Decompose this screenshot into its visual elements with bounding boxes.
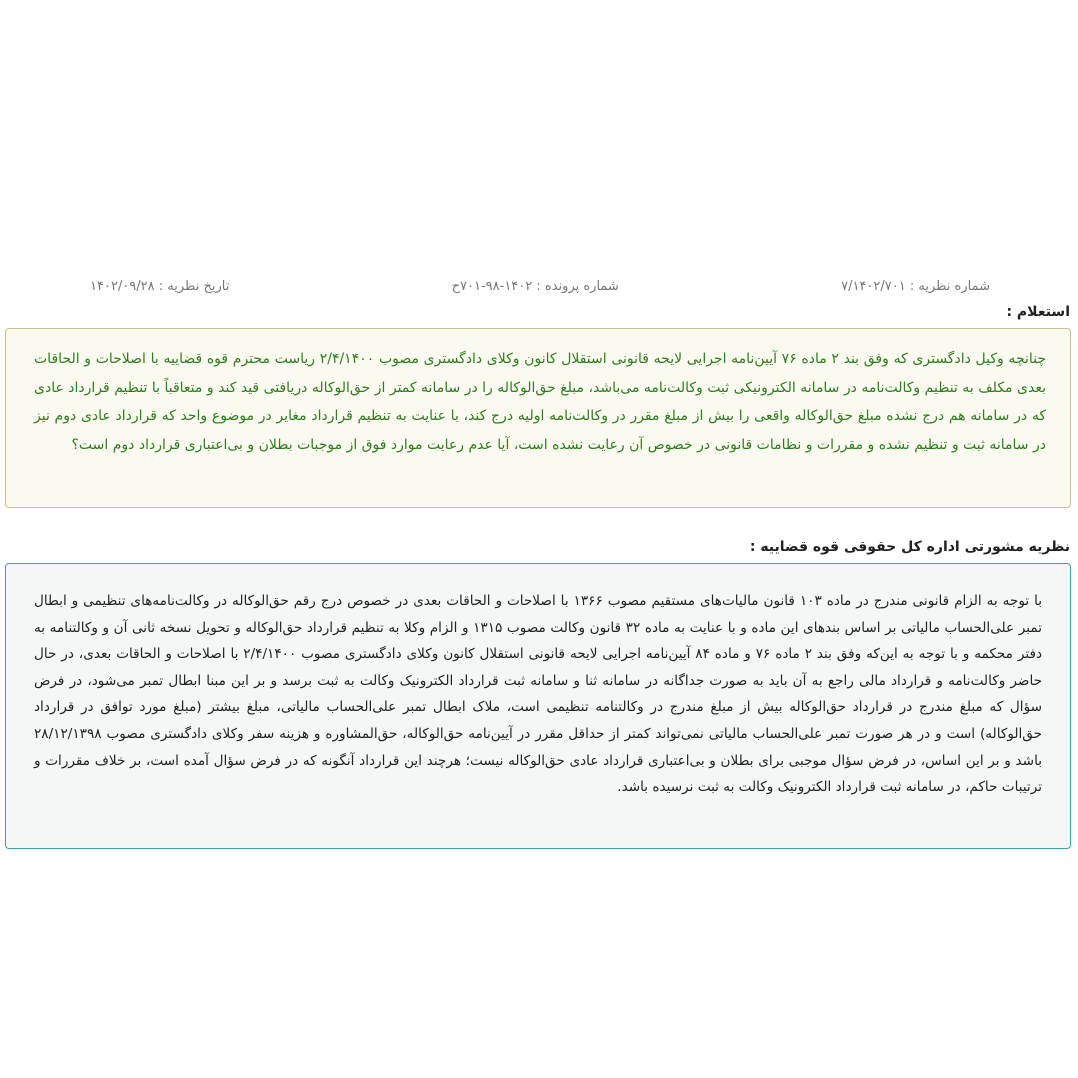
inquiry-heading: استعلام : — [1006, 304, 1070, 320]
opinion-number: شماره نظریه : ۷/۱۴۰۲/۷۰۱ — [841, 278, 990, 294]
inquiry-text: چنانچه وکیل دادگستری که وفق بند ۲ ماده ۷۶ آیین‌نامه اجرایی لایحه قانونی استقلال کانون وکلای دادگستری مصوب ۲/۴/۱۴۰۰ ریاست محترم قوه قضاییه با اصلاحات و الحاقات بعدی مکلف به تنظیم وکالت‌نامه در سامانه الکترونیکی ثبت وکالت‌نامه می‌باشد، مبلغ حق‌الوکاله را در سامانه کمتر از حق‌الوکاله دریافتی قید کند و متعاقباً با تنظیم قرارداد عادی که در سامانه هم درج نشده مبلغ حق‌الوکاله واقعی را بیش از مبلغ مقرر در وکالت‌نامه اولیه درج کند، با عنایت به تنظیم قرارداد مغایر در موضوع واحد که قرارداد عادی دوم نیز در سامانه ثبت و تنظیم نشده و مقررات و نظامات قانونی در خصوص آن رعایت نشده است، آیا عدم رعایت موارد فوق از موجبات بطلان و بی‌اعتباری قرارداد دوم است؟ — [34, 351, 1047, 453]
metadata-row — [90, 276, 990, 296]
opinion-date: تاریخ نظریه : ۱۴۰۲/۰۹/۲۸ — [90, 278, 230, 294]
opinion-box — [5, 563, 1071, 849]
opinion-text: با توجه به الزام قانونی مندرج در ماده ۱۰۳ قانون مالیات‌های مستقیم مصوب ۱۳۶۶ با اصلاحات و الحاقات بعدی در خصوص درج رقم حق‌الوکاله در وکالت‌نامه‌های تنظیمی و ابطال تمبر علی‌الحساب مالیاتی بر اساس بندهای این ماده و با عنایت به ماده ۳۲ قانون وکالت مصوب ۱۳۱۵ و الزام وکلا به تنظیم قرارداد حق‌الوکاله و تحویل نسخه ثانی آن و وکالتنامه به دفتر محکمه و با توجه به این‌که وفق بند ۲ ماده ۷۶ و ماده ۸۴ آیین‌نامه اجرایی لایحه قانونی استقلال کانون وکلای دادگستری مصوب ۲/۴/۱۴۰۰ با اصلاحات و الحاقات بعدی، در حال حاضر وکالت‌نامه و قرارداد مالی راجع به آن باید به صورت جداگانه در سامانه ثنا و سامانه ثبت قرارداد الکترونیک وکالت به ثبت برسد و بر این مبنا ابطال تمبر می‌شود، در فرض سؤال که مبلغ مندرج در قرارداد حق‌الوکاله بیش از مبلغ مندرج در وکالتنامه تنظیمی است، ملاک ابطال تمبر علی‌الحساب مالیاتی، مبلغ بیشتر (مبلغ مورد توافق در قرارداد حق‌الوکاله) است و در هر صورت تمبر علی‌الحساب مالیاتی نمی‌تواند کمتر از حداقل مقرر در آیین‌نامه حق‌الوکاله، حق‌المشاوره و هزینه سفر وکلای دادگستری مصوب ۲۸/۱۲/۱۳۹۸ باشد و بر این اساس، در فرض سؤال موجبی برای بطلان و بی‌اعتباری قرارداد عادی حق‌الوکاله نیست؛ هرچند این قرارداد آنگونه که در فرض سؤال آمده است، بر خلاف مقررات و ترتیبات حاکم، در سامانه ثبت قرارداد الکترونیک وکالت به ثبت نرسیده باشد. — [34, 593, 1042, 796]
file-number: شماره پرونده : ۱۴۰۲-۹۸-۷۰۱ح — [451, 278, 619, 294]
opinion-heading: نظریه مشورتی اداره کل حقوقی قوه قضاییه : — [749, 539, 1070, 555]
inquiry-box — [5, 328, 1071, 508]
